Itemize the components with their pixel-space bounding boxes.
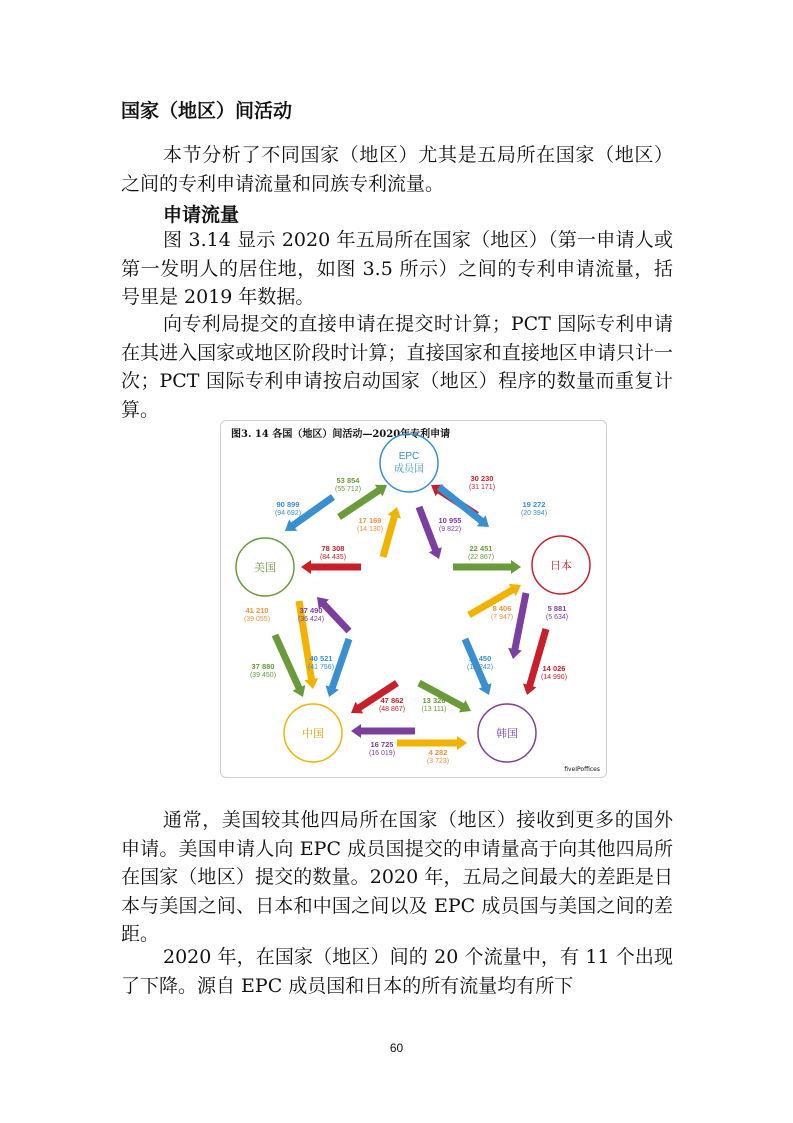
flow-value-2019-cn_us: (39 055) <box>243 616 271 623</box>
flow-value-2020-jp_cn: 47 862 <box>380 696 404 705</box>
fiveipoffices-logo: fiveIPoffices <box>564 766 600 773</box>
flow-value-2019-kr_jp: (5 634) <box>545 614 569 621</box>
flow-value-2019-cn_kr: (3 723) <box>426 758 450 765</box>
flow-value-2019-us_cn: (39 450) <box>249 672 277 679</box>
flow-value-2019-cn_jp: (7 947) <box>490 614 514 621</box>
flow-arrow-jp_kr2 <box>523 628 549 695</box>
flow-arrow-kr_jp <box>508 592 529 659</box>
paragraph-decline: 2020 年，在国家（地区）间的 20 个流量中，有 11 个出现了下降。源自 EPC 成员国和日本的所有流量均有所下 <box>121 946 673 997</box>
flow-value-2020-jp_us: 78 308 <box>321 544 345 553</box>
paragraph-counting-rules: 向专利局提交的直接申请在提交时计算；PCT 国际专利申请在其进入国家或地区阶段时计算；直接国家和直接地区申请只计一次；PCT 国际专利申请按启动国家（地区）程序的数量而重复计算。 <box>121 313 673 421</box>
flow-value-2020-jp_kr: 11 450 <box>468 654 492 663</box>
flow-value-2020-epc_jp: 19 272 <box>522 500 546 509</box>
flow-value-2020-kr_jp: 5 881 <box>547 604 567 613</box>
node-epc-label1: EPC <box>398 451 420 462</box>
flow-value-2019-epc_kr: (9 822) <box>438 526 462 533</box>
node-kr-label: 韩国 <box>496 728 518 740</box>
flow-value-2020-us_cn: 37 880 <box>251 662 275 671</box>
flow-value-2020-jp_epc: 30 230 <box>470 474 494 483</box>
figure-title: 图3. 14 各国（地区）间活动—2020年专利申请 <box>231 429 451 440</box>
node-cn <box>284 704 342 762</box>
figure-3-14 <box>220 420 607 778</box>
flow-value-2020-epc_cn: 40 521 <box>309 654 333 663</box>
flow-value-2020-cn_us: 41 210 <box>245 606 269 615</box>
flow-value-2019-us_epc: (55 712) <box>334 486 362 493</box>
flow-value-2020-cn_kr: 4 282 <box>428 748 448 757</box>
flow-value-2020-kr_us: 37 490 <box>299 606 323 615</box>
node-epc <box>380 434 438 492</box>
flow-value-2019-us_jp: (22 867) <box>467 554 495 561</box>
flow-value-2020-epc_us: 90 899 <box>276 500 300 509</box>
flow-value-2019-cn_epc: (14 130) <box>356 526 384 533</box>
flow-value-2019-jp_epc: (31 171) <box>468 484 496 491</box>
section-heading: 国家（地区）间活动 <box>121 100 293 122</box>
paragraph-analysis: 通常，美国较其他四局所在国家（地区）接收到更多的国外申请。美国申请人向 EPC 成员国提交的申请量高于向其他四局所在国家（地区）提交的数量。2020 年，五局之间最大的差距是日本与美国之间、日本和中国之间以及 EPC 成员国与美国之间的差距。 <box>121 809 673 945</box>
flow-value-2019-jp_us: (84 435) <box>319 554 347 561</box>
flow-value-2019-jp_kr2: (14 990) <box>540 674 568 681</box>
flow-value-2019-epc_us: (94 692) <box>274 510 302 517</box>
node-us <box>236 538 294 596</box>
flow-value-2020-epc_kr: 10 955 <box>438 516 462 525</box>
flow-value-2019-kr_us: (36 424) <box>297 616 325 623</box>
flow-value-2020-jp_kr2: 14 026 <box>542 664 566 673</box>
flow-value-2019-epc_cn: (41 756) <box>307 664 335 671</box>
node-kr <box>478 704 536 762</box>
flow-value-2019-kr_cn: (16 019) <box>368 750 396 757</box>
paragraph-figure-ref: 图 3.14 显示 2020 年五局所在国家（地区）（第一申请人或第一发明人的居住地，如图 3.5 所示）之间的专利申请流量，括号里是 2019 年数据。 <box>121 229 673 308</box>
flow-value-2020-us_kr: 13 326 <box>422 696 446 705</box>
node-us-label: 美国 <box>254 562 276 574</box>
flow-value-2019-jp_cn: (48 867) <box>378 706 406 713</box>
flow-value-2020-cn_jp: 8 406 <box>492 604 512 613</box>
subheading: 申请流量 <box>163 204 240 226</box>
flow-arrow-us_cn <box>272 634 306 697</box>
flow-arrow-jp_us <box>301 560 361 574</box>
node-epc-label2: 成员国 <box>394 464 424 475</box>
flow-diagram <box>221 421 606 777</box>
node-jp <box>532 536 590 594</box>
flow-arrow-kr_cn <box>351 724 415 738</box>
flow-value-2020-cn_epc: 17 169 <box>358 516 382 525</box>
page-number: 60 <box>389 1041 404 1055</box>
node-jp-label: 日本 <box>550 560 572 572</box>
flow-value-2019-epc_jp: (20 394) <box>520 510 548 517</box>
flow-arrow-us_jp <box>453 560 521 574</box>
flow-value-2020-us_jp: 22 451 <box>469 544 493 553</box>
flow-value-2019-us_kr: (13 111) <box>421 706 447 713</box>
intro-paragraph: 本节分析了不同国家（地区）尤其是五局所在国家（地区）之间的专利申请流量和同族专利流量。 <box>121 144 673 195</box>
node-cn-label: 中国 <box>302 728 324 740</box>
flow-value-2019-jp_kr: (12 242) <box>466 664 494 671</box>
flow-value-2020-us_epc: 53 854 <box>336 476 360 485</box>
flow-value-2020-kr_cn: 16 725 <box>370 740 394 749</box>
